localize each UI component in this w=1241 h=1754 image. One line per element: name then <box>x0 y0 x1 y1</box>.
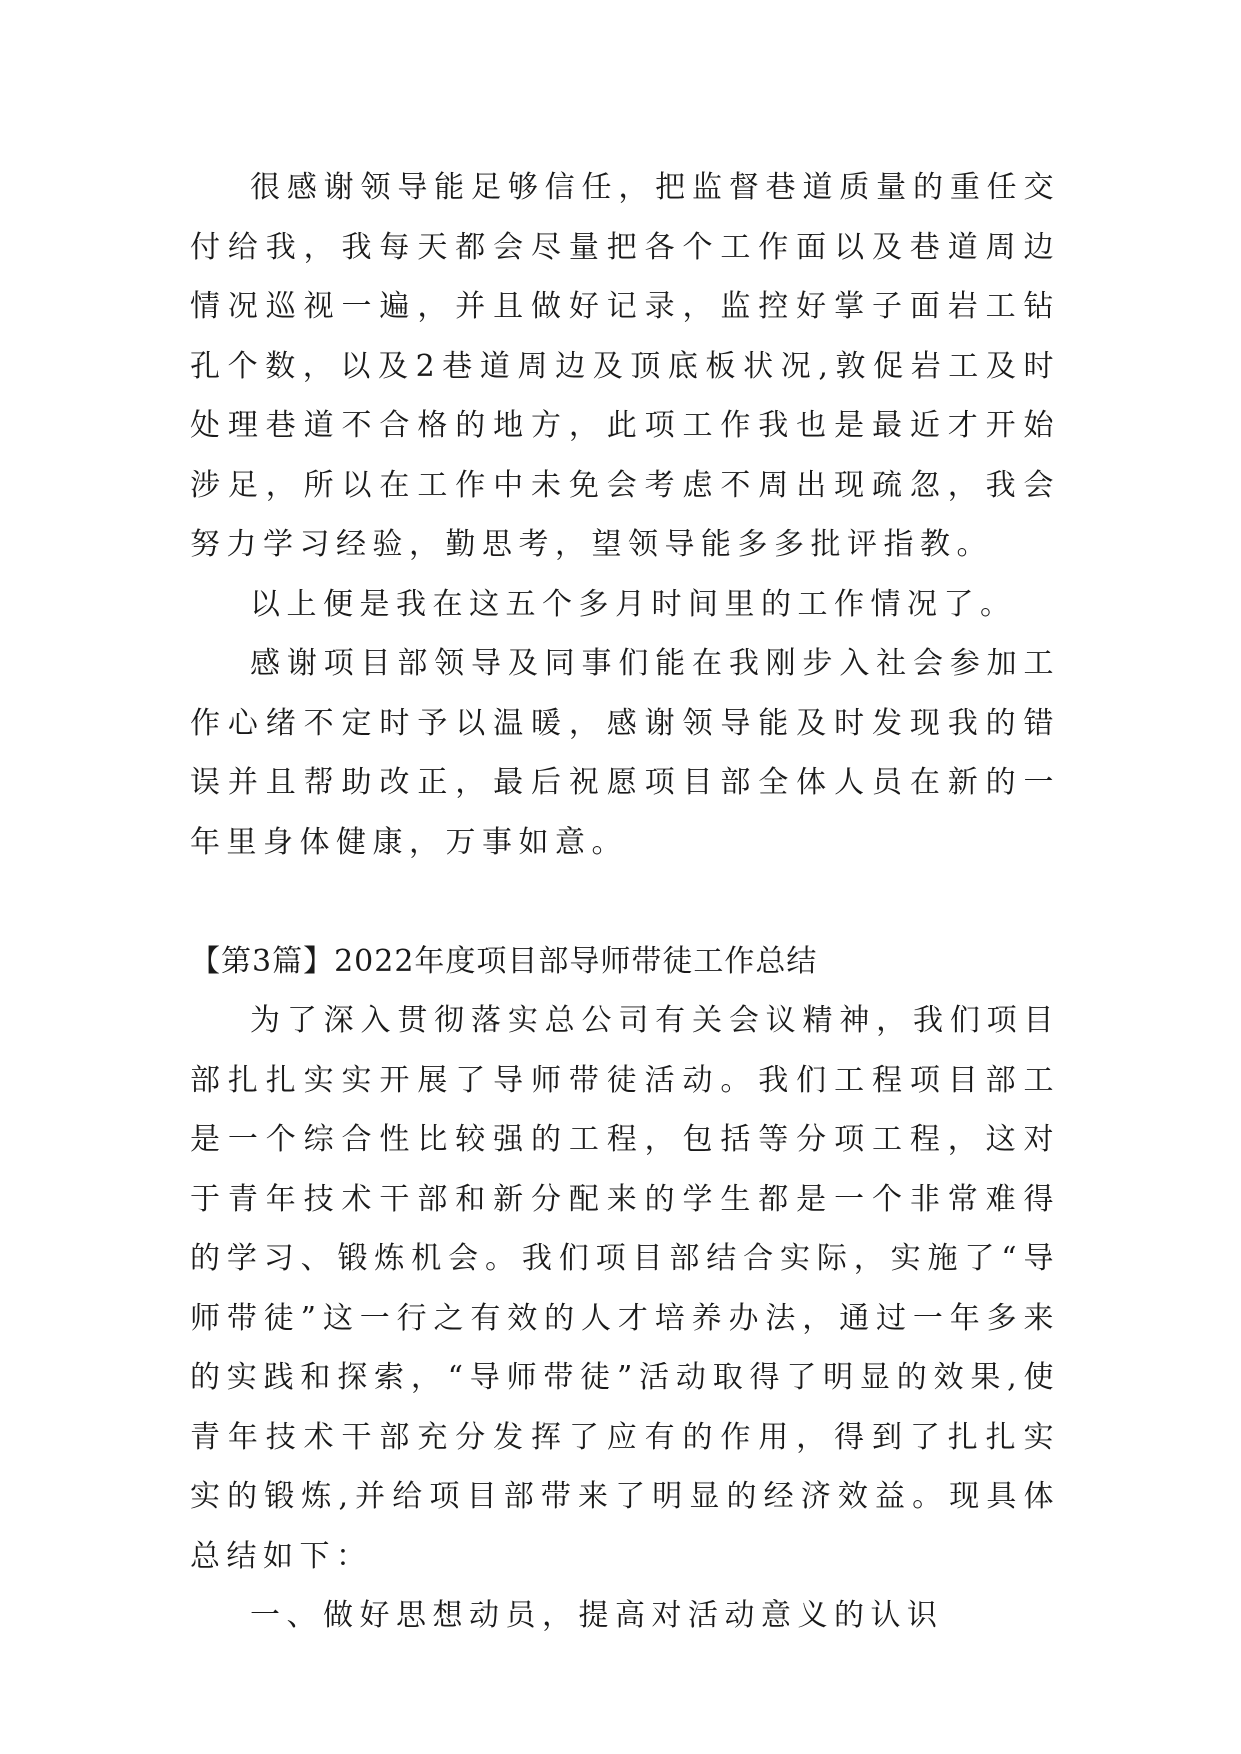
paragraph-work-summary: 以上便是我在这五个多月时间里的工作情况了。 <box>250 586 1017 622</box>
paragraph-trust-supervision: 很感谢领导能足够信任，把监督巷道质量的重任交付给我，我每天都会尽量把各个工作面以及巷道周边情况巡视一遍，并且做好记录，监控好掌子面岩工钻孔个数，以及2巷道周边及顶底板状况,敦促岩工及时处理巷道不合格的地方，此项工作我也是最近才开始涉足，所以在工作中未免会考虑不周出现疏忽，我会努力学习经验，勤思考，望领导能多多批评指教。 <box>190 170 1060 562</box>
paragraph-thanks: 感谢项目部领导及同事们能在我刚步入社会参加工作心绪不定时予以温暖，感谢领导能及时发现我的错误并且帮助改正，最后祝愿项目部全体人员在新的一年里身体健康，万事如意。 <box>190 646 1060 860</box>
section-heading: 【第3篇】2022年度项目部导师带徒工作总结 <box>190 943 818 979</box>
paragraph-subheading-one: 一、做好思想动员，提高对活动意义的认识 <box>250 1598 944 1633</box>
paragraph-mentorship-intro: 为了深入贯彻落实总公司有关会议精神，我们项目部扎扎实实开展了导师带徒活动。我们工程项目部工是一个综合性比较强的工程，包括等分项工程，这对于青年技术干部和新分配来的学生都是一个非常难得的学习、锻炼机会。我们项目部结合实际，实施了“导师带徒”这一行之有效的人才培养办法，通过一年多来的实践和探索，“导师带徒”活动取得了明显的效果,使青年技术干部充分发挥了应有的作用，得到了扎扎实实的锻炼,并给项目部带来了明显的经济效益。现具体总结如下： <box>190 1003 1060 1574</box>
document-body <box>190 158 1060 1646</box>
section-spacer <box>190 872 1060 932</box>
